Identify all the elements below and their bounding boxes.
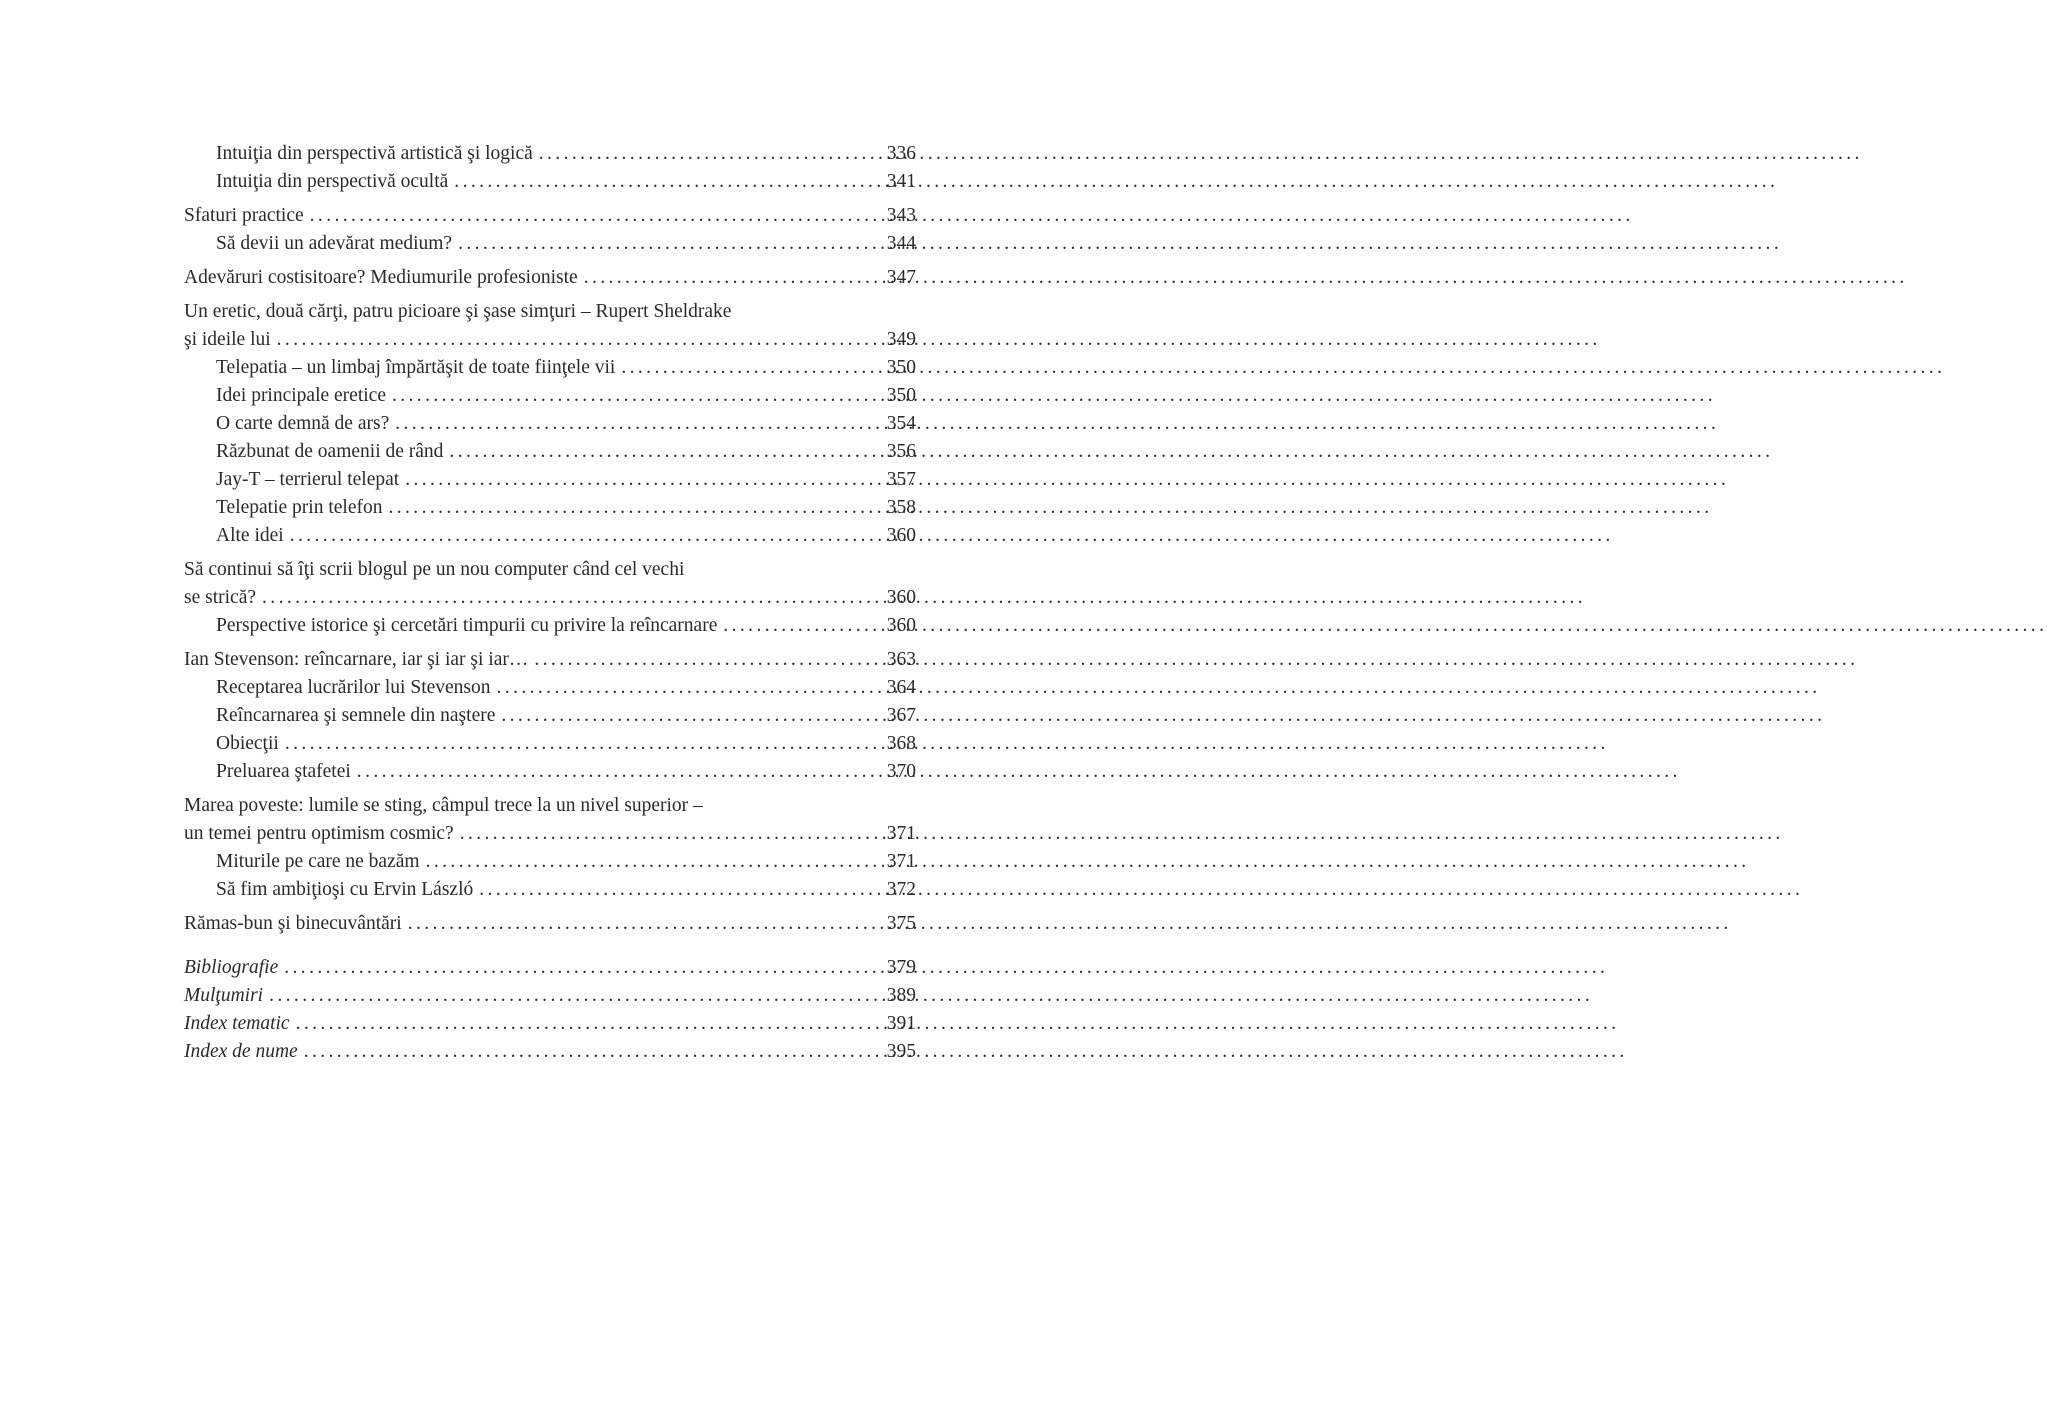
toc-group: [184, 264, 916, 292]
dot-leader: [395, 410, 883, 438]
toc-entry-title: şi ideile lui: [184, 329, 271, 350]
toc-entry-page: 372: [886, 879, 916, 900]
toc-group: [184, 202, 916, 258]
dot-leader: [458, 230, 883, 258]
toc-entry: [184, 702, 916, 730]
toc-entry: [184, 612, 916, 640]
toc-entry-title: Să devii un adevărat medium?: [216, 233, 453, 254]
toc-entry-title: Adevăruri costisitoare? Mediumurile profesioniste: [184, 267, 578, 288]
toc-entry-title: Ian Stevenson: reîncarnare, iar şi iar şi iar…: [184, 649, 529, 670]
toc-entry: [184, 438, 916, 466]
toc-entry-page: 356: [886, 441, 916, 462]
toc-entry-title: Jay-T – terrierul telepat: [216, 469, 400, 490]
toc-entry-title: Intuiţia din perspectivă artistică şi logică: [216, 143, 533, 164]
dot-leader: [497, 674, 883, 702]
toc-entry-wrapped-title: [184, 792, 916, 820]
toc-entry-page: 371: [886, 823, 916, 844]
table-of-contents: [184, 140, 916, 1072]
toc-entry: [184, 264, 916, 292]
toc-entry: [184, 326, 916, 354]
toc-entry-page: 360: [886, 587, 916, 608]
dot-leader: [290, 522, 883, 550]
toc-entry: [184, 168, 916, 196]
dot-leader: [262, 584, 883, 612]
toc-group: [184, 646, 916, 786]
toc-entry-title: Telepatia – un limbaj împărtăşit de toate fiinţele vii: [216, 357, 616, 378]
dot-leader: [501, 702, 882, 730]
dot-leader: [449, 438, 882, 466]
toc-entry-page: 375: [886, 913, 916, 934]
toc-entry-title: Idei principale eretice: [216, 385, 386, 406]
dot-leader: [269, 982, 883, 1010]
dot-leader: [723, 612, 882, 640]
toc-entry-page: 360: [886, 615, 916, 636]
toc-entry-title: Marea poveste: lumile se sting, câmpul trece la un nivel superior –: [184, 795, 703, 816]
toc-entry-title: Mulţumiri: [184, 985, 264, 1006]
toc-entry-title: Receptarea lucrărilor lui Stevenson: [216, 677, 491, 698]
toc-group: [184, 910, 916, 938]
toc-entry-wrapped-title: [184, 556, 916, 584]
toc-entry-title: Reîncarnarea şi semnele din naştere: [216, 705, 496, 726]
toc-entry-title: Miturile pe care ne bazăm: [216, 851, 420, 872]
dot-leader: [408, 910, 883, 938]
toc-entry-title: Un eretic, două cărţi, patru picioare şi şase simţuri – Rupert Sheldrake: [184, 301, 732, 322]
toc-back-matter: [184, 954, 916, 1066]
toc-entry-page: 391: [886, 1013, 916, 1034]
dot-leader: [479, 876, 883, 904]
toc-entry-page: 371: [886, 851, 916, 872]
toc-entry-title: se strică?: [184, 587, 257, 608]
toc-entry: [184, 954, 916, 982]
toc-entry: [184, 646, 916, 674]
toc-entry: [184, 354, 916, 382]
toc-entry-title: Telepatie prin telefon: [216, 497, 383, 518]
toc-entry-page: 357: [886, 469, 916, 490]
toc-entry-page: 389: [886, 985, 916, 1006]
toc-entry-page: 343: [886, 205, 916, 226]
toc-entry: [184, 1010, 916, 1038]
toc-entry-title: Perspective istorice şi cercetări timpurii cu privire la reîncarnare: [216, 615, 718, 636]
dot-leader: [454, 168, 882, 196]
toc-entry-page: 336: [886, 143, 916, 164]
dot-leader: [388, 494, 882, 522]
dot-leader: [426, 848, 883, 876]
toc-entry-title: Răzbunat de oamenii de rând: [216, 441, 444, 462]
toc-entry-page: 350: [886, 357, 916, 378]
toc-entry-page: 370: [886, 761, 916, 782]
toc-entry-title: Index tematic: [184, 1013, 290, 1034]
toc-entry: [184, 382, 916, 410]
toc-entry-title: Să fim ambiţioşi cu Ervin László: [216, 879, 474, 900]
toc-entry: [184, 674, 916, 702]
dot-leader: [296, 1010, 883, 1038]
toc-entry: [184, 982, 916, 1010]
toc-entry-title: Bibliografie: [184, 957, 279, 978]
toc-entry: [184, 522, 916, 550]
toc-entry-title: Preluarea ştafetei: [216, 761, 351, 782]
toc-entry: [184, 230, 916, 258]
dot-leader: [405, 466, 883, 494]
toc-entry: [184, 910, 916, 938]
toc-entry: [184, 876, 916, 904]
dot-leader: [584, 264, 883, 292]
toc-entry-title: Obiecţii: [216, 733, 279, 754]
dot-leader: [310, 202, 883, 230]
toc-entry-page: 379: [886, 957, 916, 978]
toc-entry-page: 368: [886, 733, 916, 754]
toc-entry-page: 344: [886, 233, 916, 254]
toc-entry-page: 354: [886, 413, 916, 434]
toc-entry: [184, 494, 916, 522]
dot-leader: [284, 954, 883, 982]
toc-entry-page: 347: [886, 267, 916, 288]
toc-entry-page: 395: [886, 1041, 916, 1062]
toc-group: [184, 556, 916, 640]
dot-leader: [539, 140, 883, 168]
toc-entry-wrapped-title: [184, 298, 916, 326]
dot-leader: [304, 1038, 883, 1066]
toc-entry: [184, 410, 916, 438]
toc-entry-page: 364: [886, 677, 916, 698]
dot-leader: [277, 326, 883, 354]
dot-leader: [621, 354, 882, 382]
dot-leader: [460, 820, 883, 848]
toc-entry-page: 349: [886, 329, 916, 350]
toc-entry: [184, 584, 916, 612]
toc-entry-title: Rămas-bun şi binecuvântări: [184, 913, 402, 934]
toc-entry-title: Alte idei: [216, 525, 284, 546]
toc-entry-title: Intuiţia din perspectivă ocultă: [216, 171, 449, 192]
toc-entry: [184, 820, 916, 848]
toc-entry-title: Să continui să îţi scrii blogul pe un nou computer când cel vechi: [184, 559, 685, 580]
toc-entry: [184, 758, 916, 786]
toc-entry-page: 360: [886, 525, 916, 546]
toc-entry: [184, 466, 916, 494]
toc-entry-page: 358: [886, 497, 916, 518]
toc-entry: [184, 140, 916, 168]
toc-group: [184, 298, 916, 550]
toc-entry-title: un temei pentru optimism cosmic?: [184, 823, 454, 844]
toc-entry-page: 367: [886, 705, 916, 726]
toc-group: [184, 792, 916, 904]
toc-entry-page: 341: [886, 171, 916, 192]
dot-leader: [357, 758, 883, 786]
dot-leader: [392, 382, 883, 410]
toc-entry-page: 350: [886, 385, 916, 406]
toc-entry: [184, 848, 916, 876]
toc-entry-title: Sfaturi practice: [184, 205, 304, 226]
toc-entry: [184, 1038, 916, 1066]
dot-leader: [534, 646, 882, 674]
toc-entry-page: 363: [886, 649, 916, 670]
toc-entry: [184, 730, 916, 758]
toc-entry-title: O carte demnă de ars?: [216, 413, 390, 434]
toc-entry-title: Index de nume: [184, 1041, 298, 1062]
toc-entry: [184, 202, 916, 230]
toc-group: [184, 140, 916, 196]
dot-leader: [285, 730, 883, 758]
